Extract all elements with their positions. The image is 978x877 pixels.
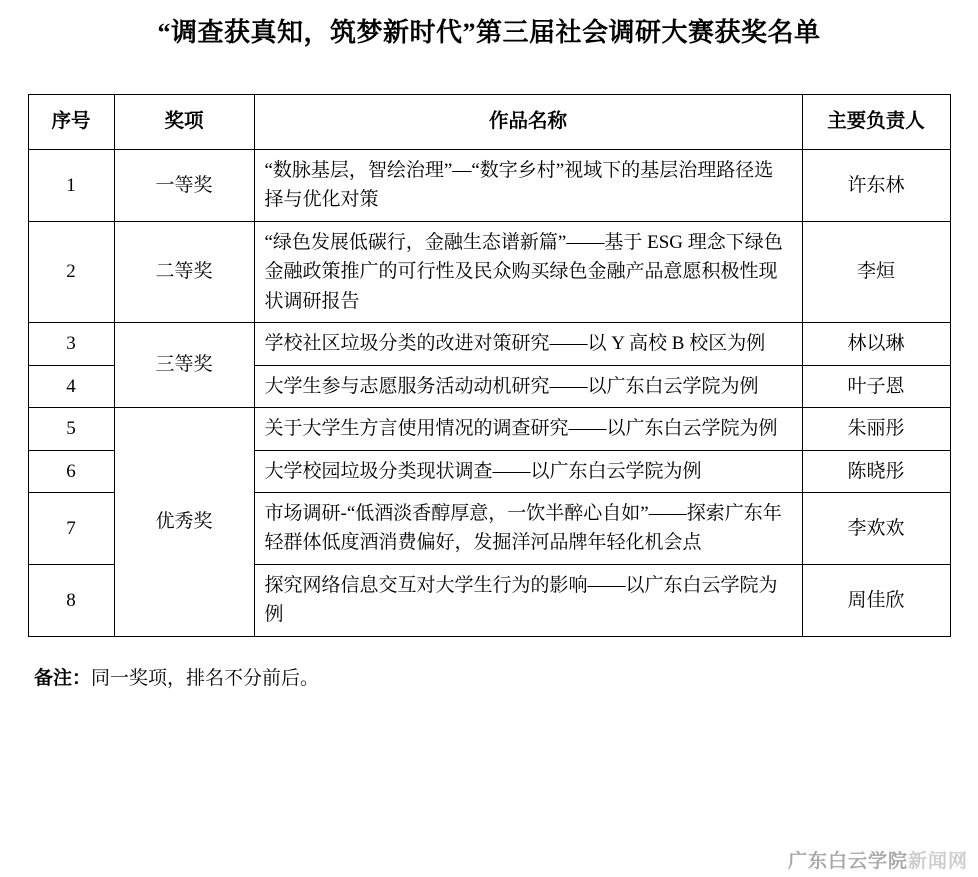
award-list-table [28, 94, 951, 637]
cell-name: “数脉基层，智绘治理”—“数字乡村”视域下的基层治理路径选择与优化对策 [254, 150, 802, 222]
cell-award: 一等奖 [114, 150, 254, 222]
table-row [28, 323, 950, 365]
document-page [0, 16, 978, 877]
footnote-label: 备注： [34, 667, 92, 689]
column-header-award: 奖项 [114, 94, 254, 149]
cell-owner: 周佳欣 [802, 564, 950, 636]
cell-no: 1 [28, 150, 114, 222]
table-row [28, 408, 950, 450]
cell-owner: 林以琳 [802, 323, 950, 365]
cell-name: 探究网络信息交互对大学生行为的影响——以广东白云学院为例 [254, 564, 802, 636]
cell-name: 大学校园垃圾分类现状调查——以广东白云学院为例 [254, 450, 802, 492]
cell-name: 学校社区垃圾分类的改进对策研究——以 Y 高校 B 校区为例 [254, 323, 802, 365]
cell-no: 2 [28, 221, 114, 322]
cell-owner: 叶子恩 [802, 365, 950, 407]
column-header-name: 作品名称 [254, 94, 802, 149]
table-row [28, 150, 950, 222]
cell-name: 大学生参与志愿服务活动动机研究——以广东白云学院为例 [254, 365, 802, 407]
footnote [34, 663, 978, 690]
watermark-sub-text: 新闻网 [907, 851, 968, 872]
cell-no: 4 [28, 365, 114, 407]
cell-no: 5 [28, 408, 114, 450]
footnote-text: 同一奖项，排名不分前后。 [91, 667, 320, 689]
cell-owner: 陈晓彤 [802, 450, 950, 492]
watermark [788, 846, 968, 873]
cell-owner: 朱丽彤 [802, 408, 950, 450]
cell-owner: 李欢欢 [802, 492, 950, 564]
cell-award: 优秀奖 [114, 408, 254, 637]
table-row [28, 221, 950, 322]
cell-no: 8 [28, 564, 114, 636]
cell-award: 三等奖 [114, 323, 254, 408]
cell-name: 市场调研-“低酒淡香醇厚意，一饮半醉心自如”——探索广东年轻群体低度酒消费偏好，发掘洋河品牌年轻化机会点 [254, 492, 802, 564]
cell-no: 6 [28, 450, 114, 492]
cell-award: 二等奖 [114, 221, 254, 322]
cell-no: 3 [28, 323, 114, 365]
cell-no: 7 [28, 492, 114, 564]
cell-name: “绿色发展低碳行，金融生态谱新篇”——基于 ESG 理念下绿色金融政策推广的可行性及民众购买绿色金融产品意愿积极性现状调研报告 [254, 221, 802, 322]
column-header-owner: 主要负责人 [802, 94, 950, 149]
page-title: “调查获真知，筑梦新时代”第三届社会调研大赛获奖名单 [157, 18, 821, 47]
cell-owner: 李烜 [802, 221, 950, 322]
cell-owner: 许东林 [802, 150, 950, 222]
column-header-no: 序号 [28, 94, 114, 149]
table-header-row [28, 94, 950, 149]
watermark-main-text: 广东白云学院 [787, 851, 908, 872]
cell-name: 关于大学生方言使用情况的调查研究——以广东白云学院为例 [254, 408, 802, 450]
